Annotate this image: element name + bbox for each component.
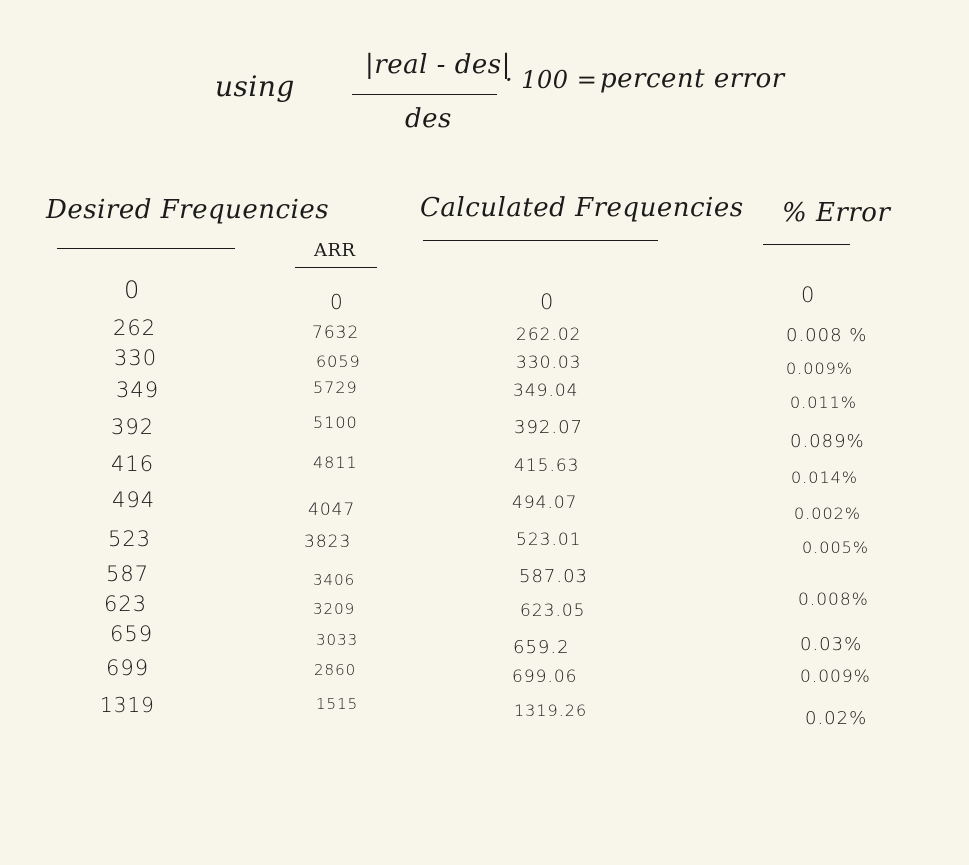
calculated-value: 587.03 [519,566,588,587]
desired-value: 494 [112,488,156,512]
header-arr: ARR [314,240,356,261]
desired-value: 623 [104,592,148,616]
calculated-value: 659.2 [513,637,570,658]
calculated-value: 623.05 [520,601,586,621]
header-error-underline [763,244,850,245]
header-calculated-frequencies: Calculated Frequencies [420,193,744,223]
arr-value: 5100 [313,413,358,432]
formula-fraction-bar [352,94,497,95]
arr-value: 3823 [304,532,352,552]
desired-value: 523 [108,527,152,551]
error-value: 0.089% [790,431,865,452]
formula-using-word: using [215,70,295,103]
header-calculated-underline [423,240,658,241]
arr-value: 7632 [312,323,360,343]
error-value: 0.009% [786,359,854,378]
arr-value: 4811 [313,453,358,472]
header-desired-underline [57,248,235,249]
header-desired-frequencies: Desired Frequencies [46,195,330,225]
calculated-value: 330.03 [516,353,582,373]
error-value: 0.005% [802,538,870,557]
arr-value: 3033 [316,631,359,649]
desired-value: 1319 [100,693,155,717]
arr-value: 5729 [313,378,358,397]
desired-value: 659 [110,622,154,646]
desired-value: 349 [116,378,160,402]
calculated-value: 699.06 [512,667,578,687]
calculated-value: 1319.26 [514,701,588,720]
error-value: 0.014% [791,468,859,487]
calculated-value: 494.07 [512,493,578,513]
error-value: 0.008 % [786,325,868,346]
arr-value: 3209 [313,600,356,618]
calculated-value: 415.63 [514,456,580,476]
formula-multiplier: · 100 = [505,66,598,94]
error-value: 0.011% [790,393,858,412]
error-value: 0.008% [798,590,869,610]
error-value: 0.02% [805,708,868,729]
arr-value: 1515 [316,695,359,713]
formula-numerator: |real - des| [365,50,511,80]
arr-value: 3406 [313,571,356,589]
formula-denominator: des [405,104,452,134]
formula-result: percent error [600,64,785,94]
error-value: 0.009% [800,667,871,687]
error-value: 0.03% [800,634,863,655]
calculated-value: 262.02 [516,325,582,345]
desired-value: 587 [106,562,150,586]
error-value: 0.002% [794,504,862,523]
desired-value: 392 [111,415,155,439]
calculated-value: 349.04 [513,381,579,401]
header-arr-underline [295,267,377,268]
desired-value: 699 [106,656,150,680]
arr-value: 2860 [314,661,357,679]
arr-value: 4047 [308,500,356,520]
calculated-value: 0 [540,290,555,314]
calculated-value: 392.07 [514,417,583,438]
error-value: 0 [801,283,816,307]
desired-value: 0 [124,276,141,304]
arr-value: 6059 [316,352,361,371]
header-percent-error: % Error [782,198,891,228]
desired-value: 262 [113,316,157,340]
arr-value: 0 [330,290,344,314]
desired-value: 416 [111,452,155,476]
desired-value: 330 [114,346,158,370]
calculated-value: 523.01 [516,530,582,550]
